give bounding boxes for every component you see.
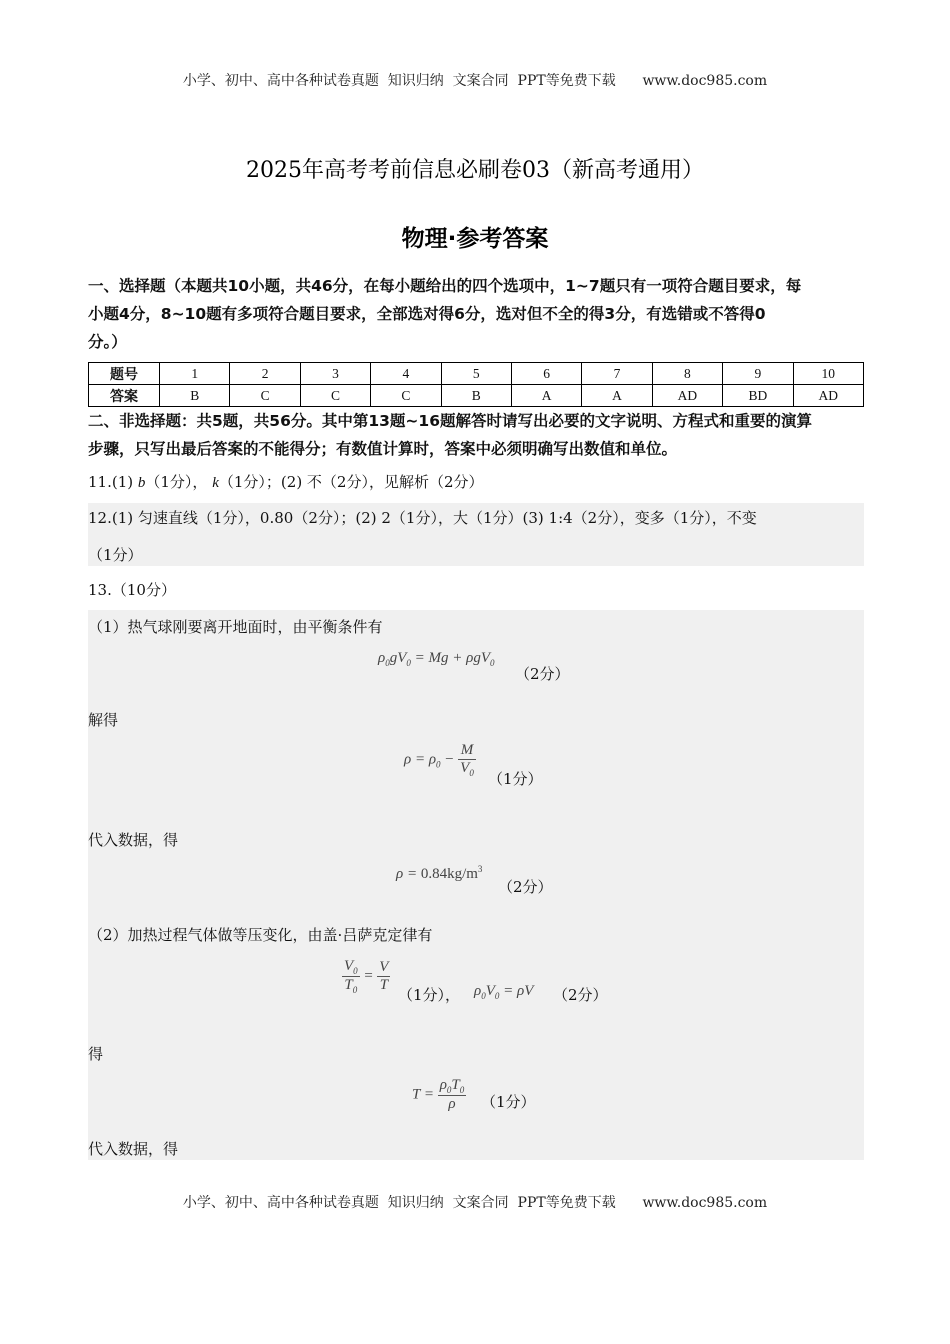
section-2-intro [88, 407, 864, 463]
table-header-label: 题号 [89, 363, 160, 385]
q12-line-2: （1分） [88, 546, 143, 564]
q11-var-k: k [212, 475, 219, 491]
section-1-line-3: 分。） [88, 333, 127, 351]
section-2-line-1: 二、非选择题：共5题，共56分。其中第13题~16题解答时请写出必要的文字说明、方程式和重要的演算 [88, 412, 812, 430]
q11-a-points: （1分）， [145, 473, 208, 491]
q13-substitute-2: 代入数据，得 [88, 1140, 179, 1158]
table-cell: C [371, 385, 441, 407]
answer-table [88, 362, 864, 407]
table-cell: AD [652, 385, 722, 407]
equation-6: T = $\frac{\rho_0T_0}{\rho}$ [412, 1077, 465, 1112]
q13-solution-block [88, 610, 864, 1160]
q13-substitute-1: 代入数据，得 [88, 831, 179, 849]
footer-text: 小学、初中、高中各种试卷真题 知识归纳 文案合同 PPT等免费下载 [182, 1195, 616, 1211]
q11-var-b: b [137, 475, 146, 491]
header-url[interactable]: www.doc985.com [642, 73, 768, 89]
equation-4: $\frac{V_0}{T_0}$ = $\frac{V}{T}$ [344, 958, 389, 995]
table-cell: 8 [652, 363, 722, 385]
q12-line-1: 12.(1) 匀速直线（1分），0.80（2分）；(2) 2（1分），大（1分）(3) 1:4（2分），变多（1分），不变 [88, 509, 757, 527]
header-text: 小学、初中、高中各种试卷真题 知识归纳 文案合同 PPT等免费下载 [182, 73, 616, 89]
equation-3-points: （2分） [498, 878, 553, 896]
document-subtitle: 物理·参考答案 [401, 226, 549, 252]
q13-part1-text: （1）热气球刚要离开地面时，由平衡条件有 [88, 618, 383, 636]
footer-url[interactable]: www.doc985.com [642, 1195, 768, 1211]
q13-part2-text: （2）加热过程气体做等压变化，由盖·吕萨克定律有 [88, 926, 433, 944]
section-1-line-2: 小题4分，8~10题有多项符合题目要求，全部选对得6分，选对但不全的得3分，有选错或不答得0 [88, 305, 766, 323]
table-cell: C [300, 385, 370, 407]
table-cell: 7 [582, 363, 652, 385]
page-footer [0, 1192, 950, 1212]
table-cell: 1 [160, 363, 230, 385]
table-cell: 5 [441, 363, 511, 385]
table-row-answers [89, 385, 864, 407]
table-cell: A [511, 385, 581, 407]
page-header [0, 70, 950, 90]
table-cell: 6 [511, 363, 581, 385]
document-title: 2025年高考考前信息必刷卷03（新高考通用） [246, 158, 704, 183]
section-1-line-1: 一、选择题（本题共10小题，共46分，在每小题给出的四个选项中，1~7题只有一项符合题目要求，每 [88, 277, 802, 295]
table-cell: 4 [371, 363, 441, 385]
q11-b-points: （1分）；(2) 不（2分），见解析（2分） [218, 473, 484, 491]
q13-get-label: 得 [88, 1045, 104, 1063]
equation-1-points: （2分） [515, 665, 570, 683]
q11-answer [88, 472, 484, 493]
q13-solve-label: 解得 [88, 711, 119, 729]
table-cell: BD [723, 385, 793, 407]
table-cell: 2 [230, 363, 300, 385]
section-1-intro [88, 272, 864, 356]
equation-5-points: （2分） [553, 986, 608, 1004]
equation-6-points: （1分） [481, 1093, 536, 1111]
equation-5: $\rho_0V_0 = \rho V$ [474, 983, 534, 1001]
q13-header: 13.（10分） [88, 581, 176, 599]
equation-3-value: 0.84kg/m [420, 866, 478, 882]
equation-2-points: （1分） [488, 770, 543, 788]
table-cell: AD [793, 385, 863, 407]
table-cell: B [441, 385, 511, 407]
table-cell: 10 [793, 363, 863, 385]
table-cell: B [160, 385, 230, 407]
table-cell: C [230, 385, 300, 407]
q11-prefix: 11.(1) [88, 473, 138, 491]
table-answer-label: 答案 [89, 385, 160, 407]
table-cell: 3 [300, 363, 370, 385]
table-row-numbers [89, 363, 864, 385]
section-2-line-2: 步骤，只写出最后答案的不能得分；有数值计算时，答案中必须明确写出数值和单位。 [88, 440, 678, 458]
equation-1: $\rho_0gV_0 = Mg + \rho gV_0$ [378, 650, 495, 668]
equation-4-points-1: （1分）， [398, 986, 461, 1004]
equation-3: $\rho = 0.84kg/m^3$ [396, 864, 483, 882]
equation-2: $\rho = \rho_0$ − $\frac{M}{V_0}$ [404, 742, 474, 778]
table-cell: 9 [723, 363, 793, 385]
table-cell: A [582, 385, 652, 407]
